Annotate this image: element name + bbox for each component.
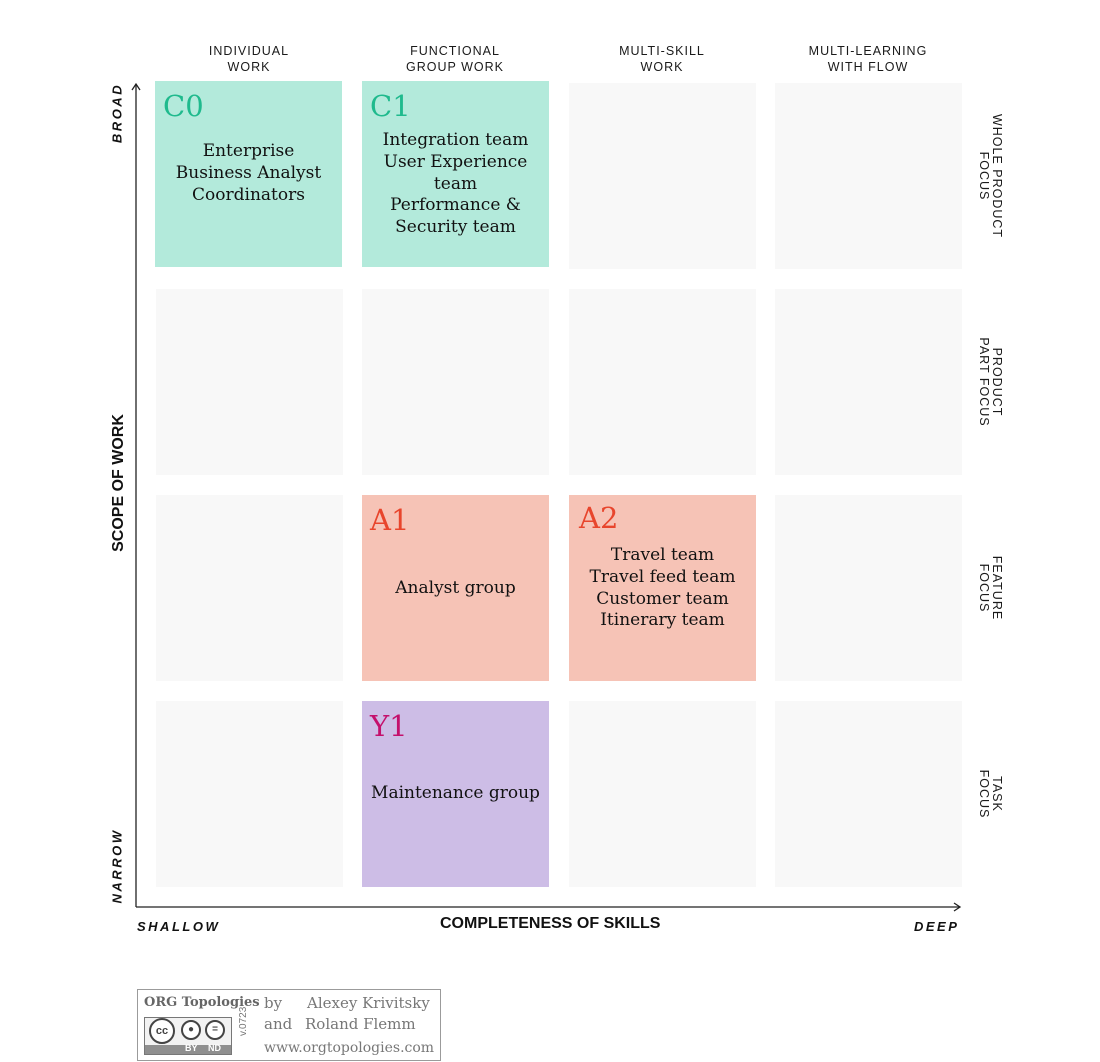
by-icon: ● bbox=[181, 1020, 201, 1040]
version-label: v.0723 bbox=[238, 1006, 249, 1036]
by-word: by bbox=[264, 994, 283, 1012]
empty-cell bbox=[156, 701, 343, 887]
row-header-line: FOCUS bbox=[977, 769, 991, 819]
row-header-task-focus bbox=[972, 701, 1008, 887]
column-header-line: WORK bbox=[640, 60, 684, 74]
column-header-line: INDIVIDUAL bbox=[208, 44, 290, 58]
cc-icon: cc bbox=[149, 1018, 175, 1044]
y-axis-bottom-label: NARROW bbox=[109, 828, 125, 904]
cell-code: C1 bbox=[370, 89, 411, 123]
y-axis-title: SCOPE OF WORK bbox=[110, 414, 127, 552]
row-header-line: PART FOCUS bbox=[977, 337, 991, 427]
team-name: Business Analyst bbox=[175, 162, 322, 183]
team-name: Enterprise bbox=[202, 141, 295, 161]
column-header-line: FUNCTIONAL bbox=[410, 44, 500, 58]
column-header-multi-skill-work bbox=[569, 43, 755, 75]
credit-badge bbox=[137, 989, 441, 1061]
team-name: Security team bbox=[395, 217, 516, 238]
cell-y1 bbox=[362, 701, 549, 887]
row-header-line: TASK bbox=[990, 776, 1004, 812]
cell-code: A2 bbox=[579, 501, 619, 535]
empty-cell bbox=[775, 701, 962, 887]
team-name: Performance & bbox=[390, 195, 521, 216]
empty-cell bbox=[569, 289, 756, 475]
row-header-feature-focus bbox=[972, 495, 1008, 681]
cell-code: C0 bbox=[163, 89, 204, 123]
team-name: team bbox=[433, 173, 478, 194]
nd-icon: = bbox=[205, 1020, 225, 1040]
and-word: and bbox=[264, 1015, 293, 1033]
team-name: Coordinators bbox=[192, 184, 305, 205]
y-axis-arrow bbox=[132, 84, 140, 90]
row-header-whole-product-focus bbox=[972, 83, 1008, 269]
nd-label: ND bbox=[208, 1043, 221, 1053]
team-list bbox=[362, 783, 549, 805]
cell-c1 bbox=[362, 81, 549, 267]
column-header-line: WITH FLOW bbox=[827, 60, 909, 74]
team-name: Integration team bbox=[382, 130, 529, 150]
column-header-line: WORK bbox=[227, 60, 271, 74]
cell-a1 bbox=[362, 495, 549, 681]
y-axis-top-label: BROAD bbox=[109, 82, 125, 144]
cell-code: A1 bbox=[370, 503, 410, 537]
team-name: Maintenance group bbox=[371, 783, 540, 803]
team-list bbox=[155, 141, 342, 206]
cell-code: Y1 bbox=[370, 709, 408, 743]
row-header-line: FOCUS bbox=[977, 563, 991, 613]
empty-cell bbox=[569, 83, 756, 269]
empty-cell bbox=[156, 495, 343, 681]
column-header-line: GROUP WORK bbox=[406, 60, 504, 74]
team-name: Analyst group bbox=[395, 578, 516, 598]
cell-c0 bbox=[155, 81, 342, 267]
website-link[interactable]: www.orgtopologies.com bbox=[264, 1040, 435, 1056]
empty-cell bbox=[775, 289, 962, 475]
x-axis-title: COMPLETENESS OF SKILLS bbox=[440, 915, 661, 932]
empty-cell bbox=[362, 289, 549, 475]
row-header-product-part-focus bbox=[972, 289, 1008, 475]
column-header-multi-learning-with-flow bbox=[775, 43, 961, 75]
empty-cell bbox=[775, 495, 962, 681]
team-name: Travel feed team bbox=[589, 566, 736, 587]
column-header-functional-group-work bbox=[362, 43, 548, 75]
cc-license-badge bbox=[144, 1017, 232, 1055]
team-name: Travel team bbox=[610, 545, 715, 565]
x-axis-left-label: SHALLOW bbox=[137, 919, 221, 934]
empty-cell bbox=[775, 83, 962, 269]
column-header-individual-work bbox=[156, 43, 342, 75]
empty-cell bbox=[569, 701, 756, 887]
row-header-line: FEATURE bbox=[990, 555, 1004, 621]
team-list bbox=[362, 130, 549, 239]
team-list bbox=[362, 578, 549, 600]
team-name: Customer team bbox=[596, 588, 729, 609]
x-axis-right-label: DEEP bbox=[914, 919, 960, 934]
cell-a2 bbox=[569, 495, 756, 681]
author-1: Alexey Krivitsky bbox=[307, 994, 430, 1012]
column-header-line: MULTI-SKILL bbox=[619, 44, 705, 58]
row-header-line: WHOLE PRODUCT bbox=[990, 113, 1004, 239]
by-label: BY bbox=[185, 1043, 198, 1053]
x-axis-arrow bbox=[954, 903, 960, 911]
row-header-line: PRODUCT bbox=[990, 347, 1004, 417]
author-2: Roland Flemm bbox=[305, 1015, 416, 1033]
team-name: User Experience bbox=[383, 151, 528, 172]
column-header-line: MULTI-LEARNING bbox=[808, 44, 928, 58]
team-name: Itinerary team bbox=[600, 610, 725, 631]
brand-name: ORG Topologies bbox=[144, 995, 260, 1010]
empty-cell bbox=[156, 289, 343, 475]
row-header-line: FOCUS bbox=[977, 151, 991, 201]
team-list bbox=[569, 545, 756, 632]
